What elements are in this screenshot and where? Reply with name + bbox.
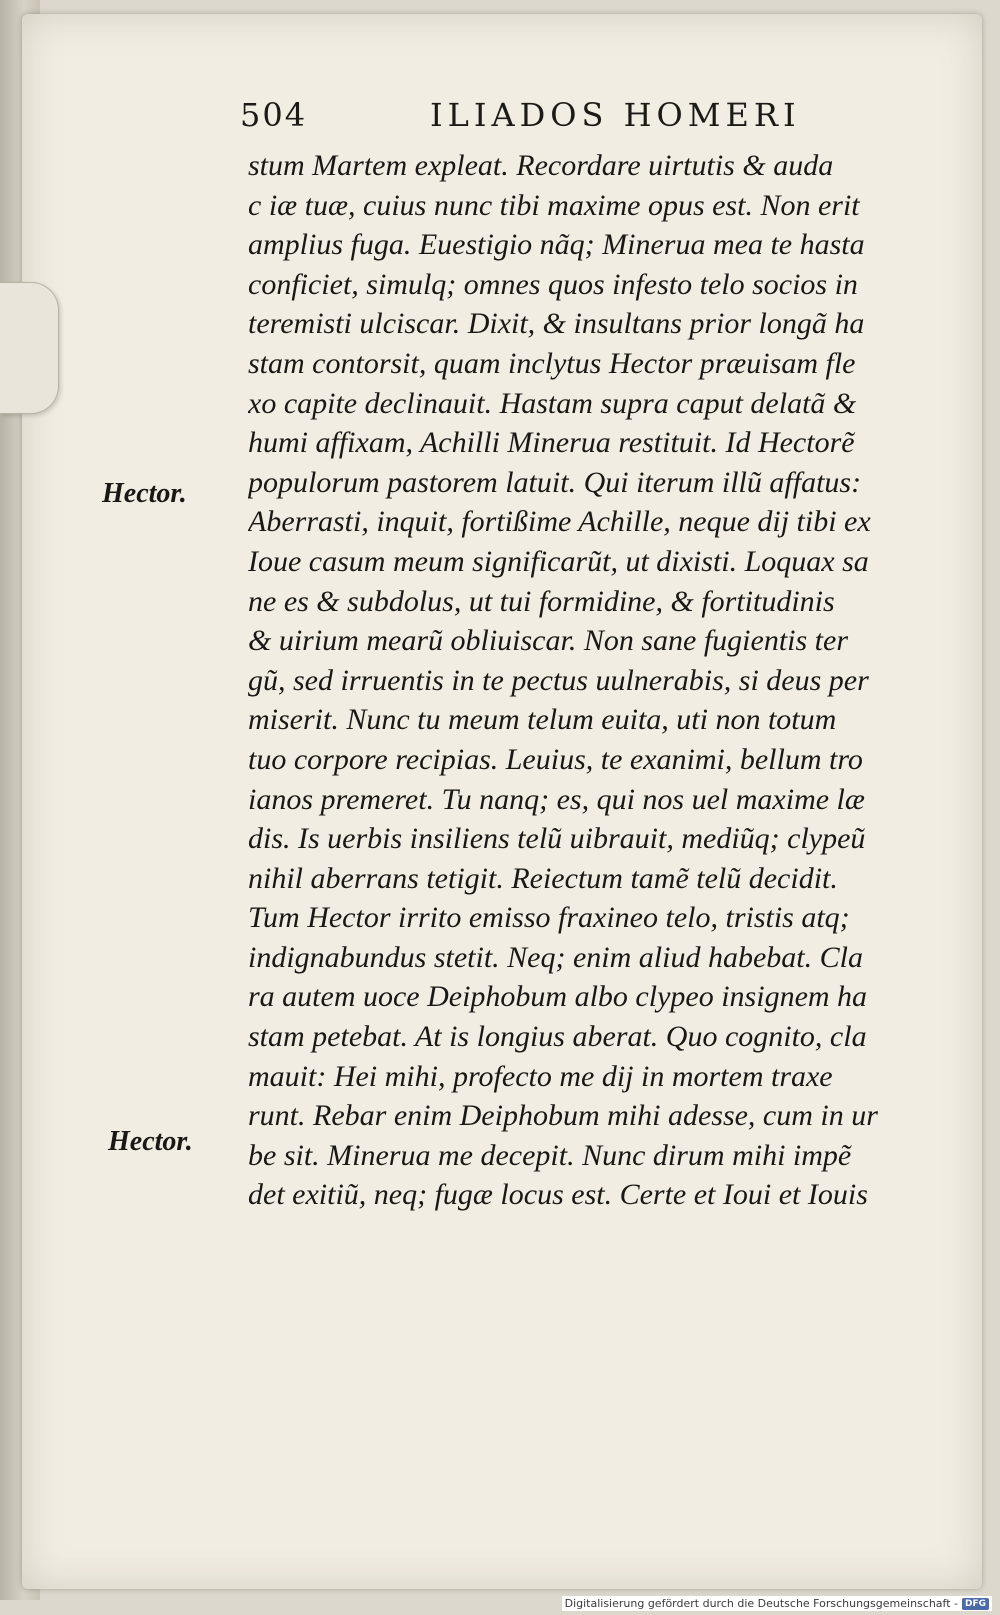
page-number: 504 bbox=[240, 96, 308, 134]
text-line: ra autem uoce Deiphobum albo clypeo insignem ha bbox=[248, 980, 868, 1014]
marginal-note: Hector. bbox=[102, 478, 187, 509]
digitization-credit bbox=[562, 1596, 992, 1611]
text-line: stum Martem expleat. Recordare uirtutis & auda bbox=[248, 149, 834, 182]
text-line: mauit: Hei mihi, profecto me dij in mortem traxe bbox=[248, 1059, 833, 1093]
text-line: conficiet, simulq; omnes quos infesto telo socios in bbox=[248, 267, 858, 301]
dfg-logo-icon: DFG bbox=[962, 1598, 989, 1610]
text-line: & uirium mearũ obliuiscar. Non sane fugientis ter bbox=[248, 624, 848, 658]
text-line: det exitiũ, neq; fugæ locus est. Certe et Ioui et Iouis bbox=[248, 1178, 868, 1212]
text-line: amplius fuga. Euestigio nãq; Minerua mea te hasta bbox=[248, 228, 865, 262]
text-line: Tum Hector irrito emisso fraxineo telo, tristis atq; bbox=[248, 901, 850, 935]
text-line: ianos premeret. Tu nanq; es, qui nos uel maxime læ bbox=[248, 782, 865, 816]
text-line: c iæ tuæ, cuius nunc tibi maxime opus est. Non erit bbox=[248, 188, 860, 222]
text-line: dis. Is uerbis insiliens telũ uibrauit, mediũq; clypeũ bbox=[248, 822, 866, 856]
text-line: miserit. Nunc tu meum telum euita, uti non totum bbox=[248, 703, 837, 737]
text-line: tuo corpore recipias. Leuius, te exanimi, bellum tro bbox=[248, 742, 863, 776]
credit-text: Digitalisierung gefördert durch die Deutsche Forschungsgemeinschaft - bbox=[564, 1597, 958, 1610]
page-tab bbox=[0, 282, 59, 414]
text-line: teremisti ulciscar. Dixit, & insultans prior longã ha bbox=[248, 307, 865, 341]
text-line: indignabundus stetit. Neq; enim aliud habebat. Cla bbox=[248, 940, 863, 974]
text-line: humi affixam, Achilli Minerua restituit. Id Hectorẽ bbox=[248, 426, 855, 460]
text-line: runt. Rebar enim Deiphobum mihi adesse, cum in ur bbox=[248, 1099, 878, 1133]
text-line: stam petebat. At is longius aberat. Quo cognito, cla bbox=[248, 1020, 867, 1054]
running-head bbox=[240, 96, 840, 140]
body-text bbox=[248, 146, 928, 1215]
text-line: Ioue casum meum significarũt, ut dixisti. Loquax sa bbox=[248, 544, 869, 578]
marginal-note: Hector. bbox=[108, 1126, 193, 1157]
text-line: gũ, sed irruentis in te pectus uulnerabis, si deus per bbox=[248, 663, 869, 697]
text-line: xo capite declinauit. Hastam supra caput delatã & bbox=[248, 386, 857, 420]
text-line: Aberrasti, inquit, fortißime Achille, neque dij tibi ex bbox=[248, 505, 871, 539]
text-line: populorum pastorem latuit. Qui iterum illũ affatus: bbox=[248, 465, 862, 499]
running-title: ILIADOS HOMERI bbox=[430, 96, 801, 134]
text-line: stam contorsit, quam inclytus Hector præuisam fle bbox=[248, 346, 856, 380]
text-line: nihil aberrans tetigit. Reiectum tamẽ telũ decidit. bbox=[248, 861, 838, 895]
text-line: be sit. Minerua me decepit. Nunc dirum mihi impẽ bbox=[248, 1138, 852, 1172]
text-line: ne es & subdolus, ut tui formidine, & fortitudinis bbox=[248, 584, 835, 618]
